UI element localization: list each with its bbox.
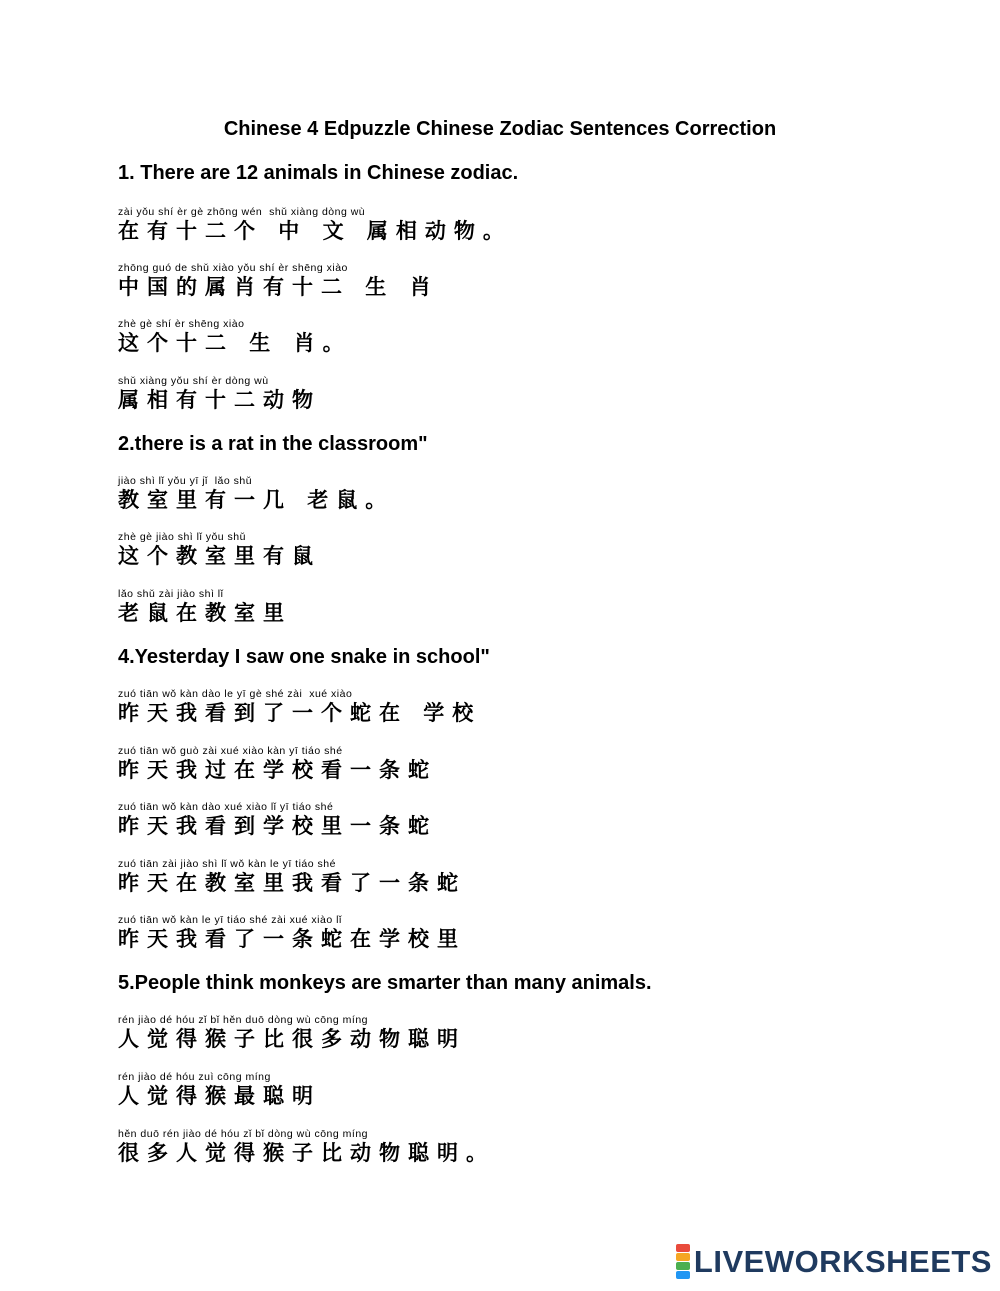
hanzi: 人觉得猴子比很多动物聪明 [118, 1027, 466, 1051]
pinyin: zuó tiān wǒ kàn dào xué xiào lǐ yī tiáo shé [118, 801, 334, 813]
question-5-sentence-1[interactable] [118, 1014, 466, 1052]
liveworksheets-logo [676, 1244, 992, 1279]
question-5-heading: 5.People think monkeys are smarter than many animals. [118, 972, 652, 994]
pinyin: hěn duō rén jiào dé hóu zǐ bǐ dòng wù cōng míng [118, 1128, 368, 1140]
hanzi: 很多人觉得猴子比动物聪明。 [118, 1141, 495, 1165]
hanzi: 属相有十二动物 [118, 388, 321, 412]
pinyin: zuó tiān wǒ guò zài xué xiào kàn yī tiáo shé [118, 745, 343, 757]
hanzi: 这个十二 生 肖。 [118, 331, 352, 355]
logo-block [676, 1262, 690, 1270]
hanzi: 中国的属肖有十二 生 肖 [118, 275, 439, 299]
pinyin: rén jiào dé hóu zǐ bǐ hěn duō dòng wù cōng míng [118, 1014, 368, 1026]
pinyin: zhè gè shí èr shēng xiào [118, 318, 245, 330]
question-5-sentence-3[interactable] [118, 1128, 495, 1166]
question-4-sentence-5[interactable] [118, 914, 466, 952]
question-4-sentence-2[interactable] [118, 745, 437, 783]
pinyin: rén jiào dé hóu zuì cōng míng [118, 1071, 271, 1083]
question-2-sentence-1[interactable] [118, 475, 394, 513]
logo-block [676, 1244, 690, 1252]
hanzi: 在有十二个 中 文 属相动物。 [118, 219, 512, 243]
question-1-sentence-2[interactable] [118, 262, 439, 300]
question-1-sentence-4[interactable] [118, 375, 321, 413]
pinyin: zuó tiān wǒ kàn dào le yī gè shé zài xué xiào [118, 688, 353, 700]
hanzi: 人觉得猴最聪明 [118, 1084, 321, 1108]
pinyin: shǔ xiàng yǒu shí èr dòng wù [118, 375, 269, 387]
hanzi: 昨天我过在学校看一条蛇 [118, 758, 437, 782]
question-4-sentence-1[interactable] [118, 688, 481, 726]
pinyin: zhè gè jiào shì lǐ yǒu shǔ [118, 531, 246, 543]
hanzi: 昨天我看了一条蛇在学校里 [118, 927, 466, 951]
logo-block [676, 1271, 690, 1279]
hanzi: 老鼠在教室里 [118, 601, 292, 625]
logo-text: LIVEWORKSHEETS [693, 1244, 992, 1279]
hanzi: 昨天我看到了一个蛇在 学校 [118, 701, 482, 725]
question-4-sentence-3[interactable] [118, 801, 437, 839]
pinyin: jiào shì lǐ yǒu yī jǐ lǎo shǔ [118, 475, 253, 487]
pinyin: zuó tiān zài jiào shì lǐ wǒ kàn le yī tiáo shé [118, 858, 336, 870]
question-2-sentence-2[interactable] [118, 531, 321, 569]
question-2-sentence-3[interactable] [118, 588, 292, 626]
pinyin: zuó tiān wǒ kàn le yī tiáo shé zài xué xiào lǐ [118, 914, 342, 926]
question-5-sentence-2[interactable] [118, 1071, 321, 1109]
question-4-sentence-4[interactable] [118, 858, 466, 896]
question-2-heading: 2.there is a rat in the classroom" [118, 433, 428, 455]
question-1-heading: 1. There are 12 animals in Chinese zodiac. [118, 162, 519, 184]
pinyin: zài yǒu shí èr gè zhōng wén shǔ xiàng dòng wù [118, 206, 366, 218]
question-4-heading: 4.Yesterday I saw one snake in school" [118, 646, 490, 668]
pinyin: lǎo shǔ zài jiào shì lǐ [118, 588, 224, 600]
page-title: Chinese 4 Edpuzzle Chinese Zodiac Sentences Correction [223, 118, 777, 140]
logo-mark-icon [676, 1244, 690, 1279]
logo-block [676, 1253, 690, 1261]
hanzi: 这个教室里有鼠 [118, 544, 321, 568]
hanzi: 昨天我看到学校里一条蛇 [118, 814, 437, 838]
hanzi: 教室里有一几 老鼠。 [118, 488, 395, 512]
pinyin: zhōng guó de shǔ xiào yǒu shí èr shēng xiào [118, 262, 348, 274]
question-1-sentence-3[interactable] [118, 318, 352, 356]
question-1-sentence-1[interactable] [118, 206, 512, 244]
hanzi: 昨天在教室里我看了一条蛇 [118, 871, 466, 895]
